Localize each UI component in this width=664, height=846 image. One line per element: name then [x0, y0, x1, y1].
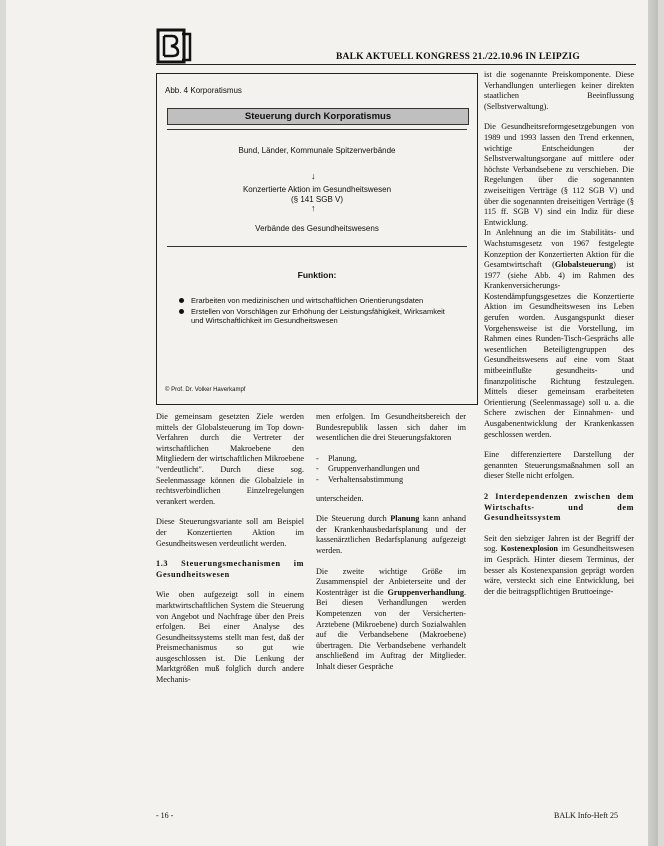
list-item: - Gruppenverhandlungen und	[316, 464, 466, 475]
page-gutter	[648, 0, 658, 846]
section-heading: 1.3 Steuerungsmechanismen im Gesundheitswesen	[156, 559, 304, 579]
text-column-2	[316, 412, 466, 682]
emphasis: Gruppenverhandlung	[387, 587, 464, 597]
figure-title: Steuerung durch Korporatismus	[167, 108, 469, 125]
paragraph: Die Gesundheitsreformgesetzgebungen von 1989 und 1993 lassen den Trend erkennen, wichtige Entscheidungen der Selbstverwaltungsorgane auf mittlere oder höchste Verbandsebene zu verschieben. Die Regelungen über die sogenannten zweiseitigen Verträge (§ 112 SGB V) und über die sogenannten dreiseitigen Verträge (§ 115 ff. SGB V) sind ein Indiz für diese Entwicklung.	[484, 122, 634, 227]
text-run: Die zweite wichtige Größe im Zusammenspiel der Anbieterseite und der Kostenträger ist die	[316, 566, 466, 597]
paragraph: Eine differenziertere Darstellung der genannten Steuerungsmaßnahmen soll an dieser Stelle nicht erfolgen.	[484, 450, 634, 481]
text-column-1	[156, 412, 304, 696]
arrow-up-icon: ↑	[311, 203, 316, 213]
figure-funktion-label: Funktion:	[297, 270, 337, 280]
paragraph: Diese Steuerungsvariante soll am Beispiel der Konzertierten Aktion im Gesundheitswesen verdeutlicht werden.	[156, 517, 304, 548]
paragraph: unterscheiden.	[316, 493, 364, 503]
text-run: Die Steuerung durch	[316, 514, 391, 524]
figure-rule	[167, 246, 467, 247]
figure-rule	[167, 129, 467, 130]
text-column-3	[484, 70, 634, 607]
paragraph: ist die sogenannte Preiskomponente. Diese Verhandlungen unterliegen keiner direkten staatlichen Beeinflussung (Selbstverwaltung).	[484, 70, 634, 111]
paragraph	[316, 567, 466, 673]
balk-logo	[156, 26, 194, 66]
emphasis: Planung	[390, 514, 420, 524]
paragraph	[316, 514, 466, 556]
figure-bullet-list	[179, 296, 459, 327]
page-number: - 16 -	[156, 811, 174, 820]
arrow-down-icon: ↓	[311, 171, 316, 181]
paragraph: Die gemeinsam gesetzten Ziele werden mittels der Globalsteuerung im Top down-Verfahren durch die Vertreter der wirtschaftlichen Makroebene den Mitgliedern der wirtschaftlichen Mikroebene "verdeutlicht". Durch diese sog. Seelenmassage können die Globalziele in rechtsverbindlichen Einzelregelungen verankert werden.	[156, 412, 304, 506]
text-run: kann anhand der Krankenhausbedarfsplanung und der kassenärztlichen Bedarfsplanung aufgezeigt werden.	[316, 514, 466, 555]
figure-line-konzertierte-aktion: Konzertierte Aktion im Gesundheitswesen	[242, 185, 392, 194]
figure-label: Abb. 4 Korporatismus	[165, 86, 242, 95]
figure-copyright: © Prof. Dr. Volker Haverkampf	[165, 387, 246, 393]
header-rule	[156, 64, 636, 65]
text-run: Seit den siebziger Jahren ist der Begriff der sog.	[484, 533, 634, 554]
text-run: . Bei diesen Verhandlungen werden Kompetenzen von der Versicherten-Arztebene (Mikroebene) durch Sozialwahlen auf die Verbandsebene (Makroebene) übertragen. Die Verbandsebene verhandelt anschließend im Auftrag der Mitglieder. Inhalt dieser Gespräche	[316, 587, 466, 671]
figure-korporatismus	[156, 73, 478, 405]
text-run: im Gesundheitswesen im Gespräch. Hinter diesem Terminus, der besser als Kostenexpansion geprägt worden wäre, versteckt sich eine Entwicklung, bei der die beitragspflichtigen Bruttoeinge-	[484, 544, 634, 596]
section-heading: 2 Interdependenzen zwischen dem Wirtschafts- und dem Gesundheitssystem	[484, 491, 634, 523]
document-page	[6, 0, 658, 846]
paragraph: Wie oben aufgezeigt soll in einem marktwirtschaftlichen System die Steuerung von Angebot und Nachfrage über den Preis erfolgen. Bei einer Analyse des Gesundheitssystems stellt man fest, daß der Preismechanismus so gut wie ausgeschlossen ist. Die Lenkung der Marktgrößen muß folglich durch andere Mechanis-	[156, 590, 304, 685]
footer-publication: BALK Info-Heft 25	[554, 811, 618, 820]
paragraph: men erfolgen. Im Gesundheitsbereich der Bundesrepublik lassen sich daher im wesentlichen die drei Steuerungsfaktoren	[316, 412, 466, 443]
list-item: - Verhaltensabstimmung	[316, 475, 466, 486]
figure-line-verbaende: Verbände des Gesundheitswesens	[255, 224, 379, 233]
figure-line-spitzenverbaende: Bund, Länder, Kommunale Spitzenverbände	[238, 146, 396, 155]
header-title: BALK AKTUELL KONGRESS 21./22.10.96 IN LEIPZIG	[336, 52, 580, 62]
steuerungsfaktoren-list	[316, 454, 466, 486]
list-item: - Planung,	[316, 454, 466, 465]
text-run: In Anlehnung an die im Stabilitäts- und Wachstumsgesetz von 1967 festgelegte Konzeption der Konzertierten Aktion für die Gesamtwirtschaft (	[484, 228, 634, 270]
paragraph	[484, 534, 634, 598]
figure-bullet: Erarbeiten von medizinischen und wirtschaftlichen Orientierungsdaten	[179, 296, 459, 306]
text-run: ) ist 1977 (siehe Abb. 4) im Rahmen des Krankenversicherungs-Kostendämpfungsgesetzes die Konzertierte Aktion im Gesundheitswesen ins Leben gerufen worden. Ausgangspunkt dieser Vorgehensweise ist die Vorstellung, im Rahmen eines Runden-Tisch-Gesprächs alle wesentlichen Beteiligtengruppen des Gesundheitswesens auf eine vom Staat mitbeeinflußte gesundheits- und finanzpolitische Richtung festzulegen. Mittels dieser gemeinsam erarbeiteten Orientierung (Seelenmassage) soll u. a. die Schere zwischen der Einnahmen- und Ausgabenentwicklung der Krankenkassen geschlossen werden.	[484, 260, 634, 439]
figure-bullet: Erstellen von Vorschlägen zur Erhöhung der Leistungsfähigkeit, Wirksamkeit und Wirtschaftlichkeit im Gesundheitswesen	[179, 307, 459, 326]
paragraph	[484, 228, 634, 440]
emphasis: Kostenexplosion	[500, 544, 558, 554]
figure-line-sgb: (§ 141 SGB V)	[290, 195, 344, 204]
emphasis: Globalsteuerung	[554, 260, 614, 270]
